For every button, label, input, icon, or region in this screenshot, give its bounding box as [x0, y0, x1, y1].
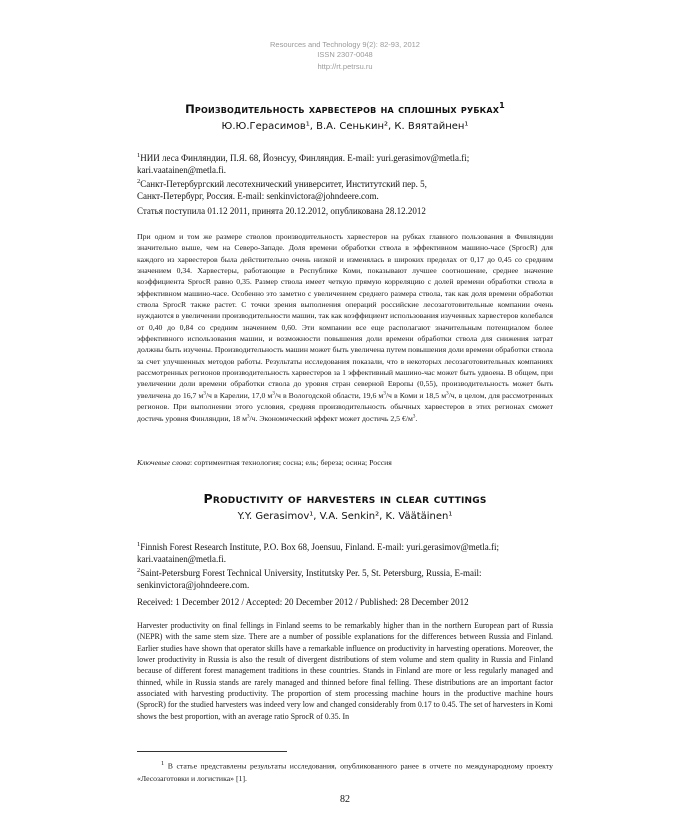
- keywords-list: : сортиментная технология; сосна; ель; береза; осина; Россия: [190, 458, 392, 467]
- en-affiliation-2-cont: senkinvictora@johndeere.com.: [137, 579, 250, 590]
- journal-url: http://rt.petrsu.ru: [317, 62, 373, 71]
- footnote: [137, 758, 553, 785]
- journal-line: Resources and Technology 9(2): 82-93, 2012: [270, 40, 420, 49]
- en-affiliation-1: $^1$Finnish Forest Research Institute, P.O. Box 68, Joensuu, Finland. E-mail: yuri.gerasimov@metla.fi;: [137, 541, 500, 552]
- en-dates: Received: 1 December 2012 / Accepted: 20 December 2012 / Published: 28 December 2012: [137, 597, 469, 607]
- issn-line: ISSN 2307-0048: [317, 50, 373, 59]
- en-abstract: Harvester productivity on final fellings in Finland seems to be remarkably higher than in the northern European part of Russia (NEPR) with the same stem size. There are a number of possible explanations for the differences between Russia and Finland. Earlier studies have shown that operator skills have a remarkable influence on productivity in harvesting operations. Moreover, the lower productivity in Russia is also the result of divergent distributions of stem volume and stem quality in Russia and Finland because of different forest management traditions in these countries. Stands in Finland are more or less regularly managed and thinned, while in Russia stands are rarely managed and thinned before final felling. These distributions are an important factor associated with harvesting productivity. The proportion of stem processing machine hours in the productive machine hours (SprocR) for the studied harvesters was indeed very low and changed considerably from 0.17 to 0.45. The set of harvesters in Komi shows the best proportion, with an average ratio SprocR of 0.35. In: [137, 621, 553, 721]
- footnote-text: В статье представлены результаты исследования, опубликованного ранее в отчете по международному проекту «Лесозаготовки и логистика» [1].: [137, 761, 553, 783]
- ru-affiliations: [137, 150, 553, 202]
- ru-title: [0, 101, 690, 116]
- en-affiliation-2: $^2$Saint-Petersburg Forest Technical University, Institutsky Per. 5, St. Petersburg, Russia, E-mail:: [137, 567, 482, 578]
- ru-affiliation-1: $^1$НИИ леса Финляндии, П.Я. 68, Йоэнсуу, Финляндия. E-mail: yuri.gerasimov@metla.fi;: [137, 152, 470, 163]
- ru-title-footnote-mark: 1: [499, 101, 505, 110]
- ru-abstract: При одном и том же размере стволов производительность харвестеров на рубках главного пользования в Финляндии значительно выше, чем на Северо-Западе. Доля времени обработки ствола в эффективном машино-часе (SprocR) для каждого из харвестеров была действительно очень низкой и изменялась в широких пределах от 0,17 до 0,45 со средним значением 0,34. Харвестеры, работающие в Республике Коми, показывают лучшее соотношение, среднее значение коэффициента SprocR равно 0,35. Размер ствола имеет четкую прямую корреляцию с долей времени обработки ствола в эффективном машино-часе. Особенно это заметно с увеличением среднего размера ствола, так как доля времени обработки ствола SprocR также растет. С точки зрения выполнения операций российские лесозаготовительные компании очень нуждаются в увеличении производительности машин, так как коэффициент использования изученных харвестеров колебался от 0,40 до 0,84 со средним значением 0,60. Эти компании все еще располагают значительным потенциалом более эффективного использования машин, и возможности повышения доли времени обработки ствола для снижения затрат должны быть изучены. Производительность машин может быть увеличена путем повышения доли времени обработки ствола за счет улучшенных методов работы. Результаты исследования показали, что в некоторых лесозаготовительных компаниях рассмотренных регионов производительность харвестеров за 1 эффективный машино-час может быть удвоена. В общем, при увеличении доли времени обработки ствола до уровня стран северной Европы (0,55), производительность может быть увеличена до 16,7 $м^3/ч$ в Карелии, 17,0 $м^3/ч$ в Вологодской области, 19,6 $м^3/ч$ в Коми и 18,5 $м^3/ч$, в целом, для рассмотренных регионов. При выполнении этого условия, средняя производительность обычных харвестеров в этих регионах сможет достичь уровня Финляндии, 18 $м^3/ч$. Экономический эффект может достичь 2,5 $€/м^3$.: [137, 232, 554, 423]
- en-affiliation-1-cont: kari.vaatainen@metla.fi.: [137, 553, 226, 564]
- footnote-mark: 1: [161, 760, 165, 767]
- en-authors: Y.Y. Gerasimov¹, V.A. Senkin², K. Väätäinen¹: [237, 511, 453, 522]
- ru-keywords: [137, 458, 553, 467]
- keywords-label: Ключевые слова: [137, 458, 190, 467]
- en-affiliations: [137, 539, 553, 591]
- ru-dates: Статья поступила 01.12 2011, принята 20.12.2012, опубликована 28.12.2012: [137, 206, 426, 216]
- en-title: Productivity of harvesters in clear cuttings: [203, 491, 487, 506]
- footnote-divider: [137, 751, 287, 752]
- ru-affiliation-2-cont: Санкт-Петербург, Россия. E-mail: senkinvictora@johndeere.com.: [137, 190, 379, 201]
- ru-authors: Ю.Ю.Герасимов¹, В.А. Сенькин², К. Вяятайнен¹: [221, 121, 469, 132]
- ru-title-text: Производительность харвестеров на сплошных рубках: [185, 101, 500, 116]
- page-number: 82: [340, 794, 350, 805]
- ru-affiliation-1-cont: kari.vaatainen@metla.fi.: [137, 164, 226, 175]
- ru-affiliation-2: $^2$Санкт-Петербургский лесотехнический университет, Институтский пер. 5,: [137, 178, 427, 189]
